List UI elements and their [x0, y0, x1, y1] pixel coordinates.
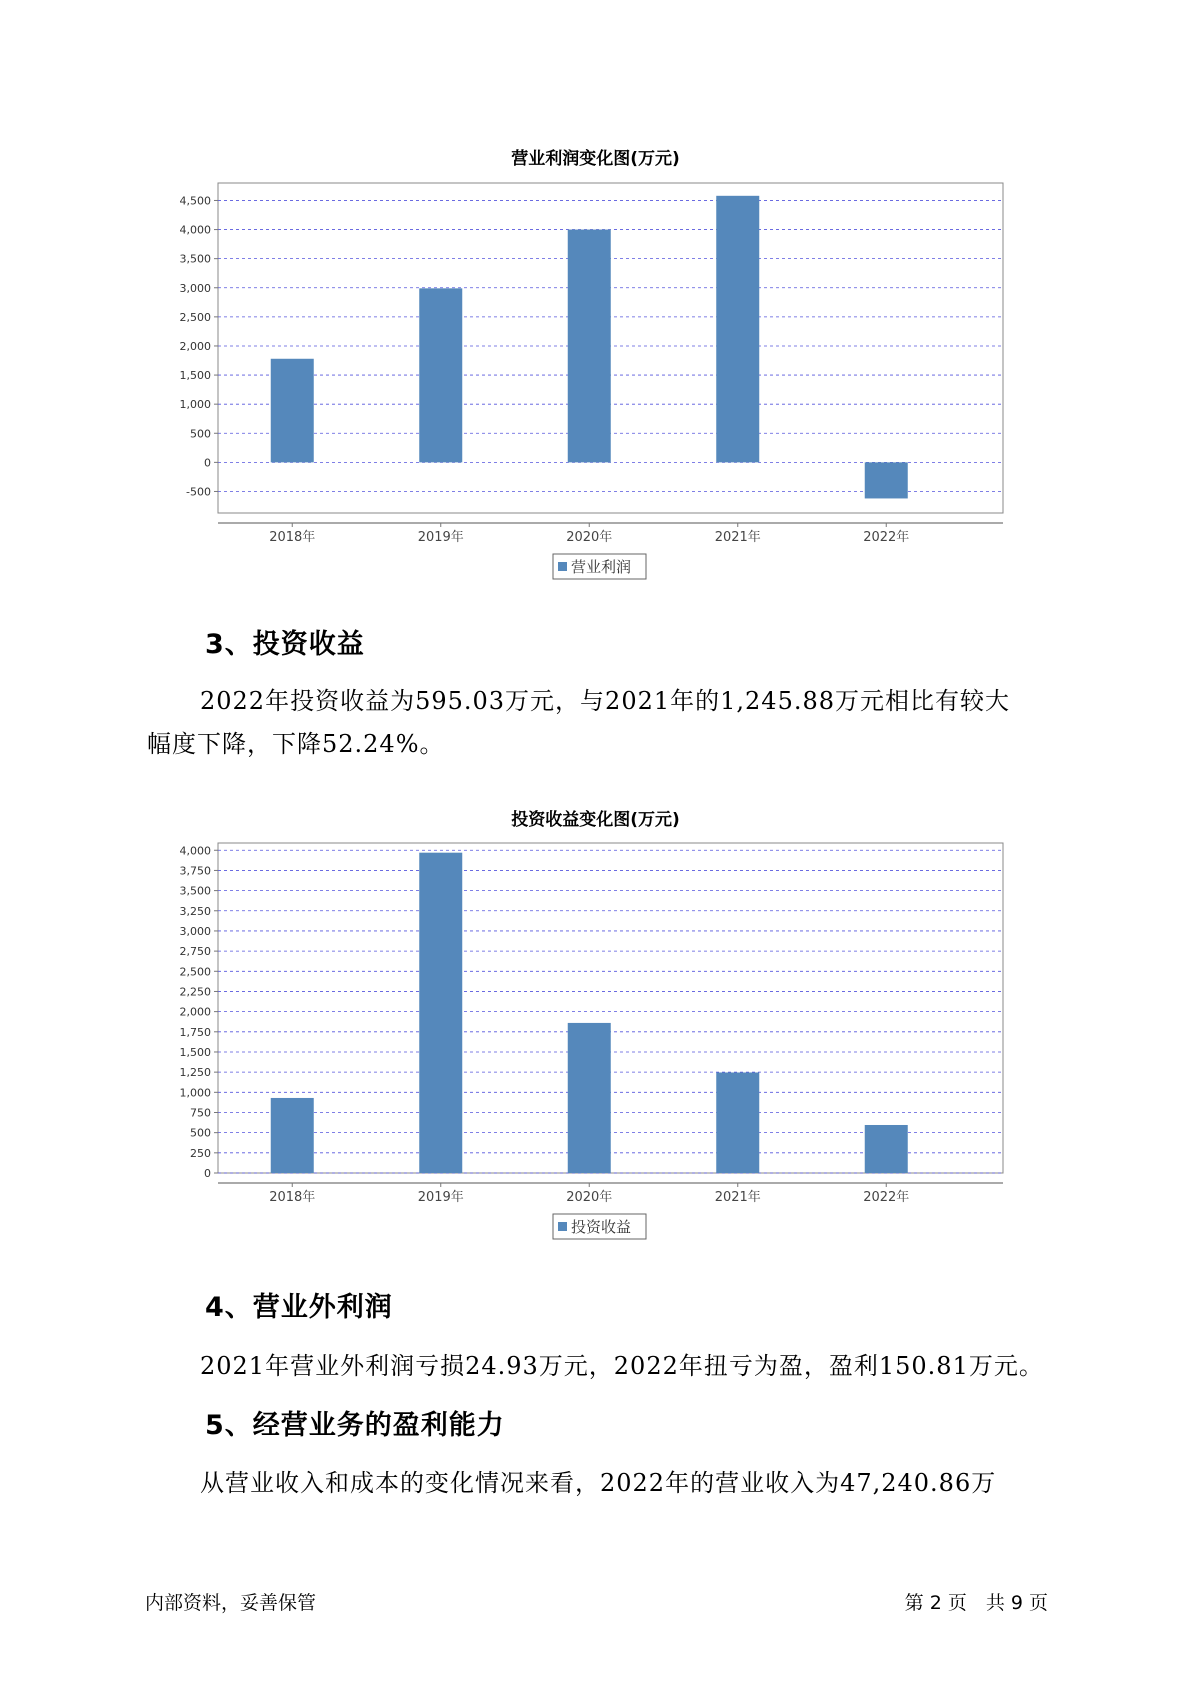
section-heading: 5、经营业务的盈利能力	[205, 1410, 505, 1441]
paragraph: 幅度下降，下降52.24%。	[147, 730, 445, 758]
y-tick-label: 250	[190, 1146, 211, 1160]
y-tick-label: 1,250	[179, 1066, 211, 1080]
legend	[553, 554, 646, 579]
y-tick-label: 3,250	[179, 904, 211, 918]
y-tick-label: 1,500	[179, 369, 211, 383]
x-tick-label: 2021年	[714, 530, 761, 545]
operating-profit-chart	[0, 175, 1191, 595]
paragraph: 从营业收入和成本的变化情况来看，2022年的营业收入为47,240.86万	[200, 1469, 997, 1497]
y-tick-label: 500	[190, 1126, 211, 1140]
bar	[716, 196, 759, 463]
bar	[568, 1023, 611, 1173]
y-tick-label: 4,500	[179, 194, 211, 208]
investment-income-chart	[0, 835, 1191, 1255]
x-tick-label: 2021年	[714, 1190, 761, 1205]
y-tick-label: 0	[204, 1167, 211, 1180]
legend-label: 营业利润	[571, 558, 632, 576]
section-heading: 3、投资收益	[205, 629, 365, 660]
y-tick-label: 1,750	[179, 1025, 211, 1039]
section-heading: 4、营业外利润	[205, 1292, 393, 1323]
y-tick-label: 2,750	[179, 945, 211, 959]
y-tick-label: 2,250	[179, 985, 211, 999]
y-tick-label: 3,000	[179, 924, 211, 938]
legend	[553, 1214, 646, 1239]
chart-title: 投资收益变化图(万元)	[511, 810, 680, 830]
bar	[271, 1098, 314, 1173]
x-tick-label: 2019年	[417, 1190, 464, 1205]
y-tick-label: 750	[190, 1106, 211, 1120]
bar	[419, 288, 462, 462]
bar	[568, 230, 611, 463]
paragraph: 2021年营业外利润亏损24.93万元，2022年扭亏为盈，盈利150.81万元。	[200, 1352, 1044, 1380]
bar	[865, 462, 908, 498]
y-tick-label: 3,500	[179, 252, 211, 266]
legend-swatch	[558, 1222, 567, 1231]
x-tick-label: 2019年	[417, 530, 464, 545]
y-tick-label: 1,000	[179, 398, 211, 412]
y-tick-label: 1,500	[179, 1045, 211, 1059]
legend-label: 投资收益	[571, 1218, 632, 1236]
y-tick-label: 4,000	[179, 223, 211, 237]
x-tick-label: 2020年	[566, 1190, 613, 1205]
bar	[419, 853, 462, 1173]
y-tick-label: 3,500	[179, 884, 211, 898]
y-tick-label: 2,500	[179, 965, 211, 979]
y-tick-label: 0	[204, 456, 211, 470]
x-tick-label: 2018年	[269, 530, 316, 545]
y-tick-label: 1,000	[179, 1086, 211, 1100]
legend-swatch	[558, 562, 567, 571]
x-tick-label: 2020年	[566, 530, 613, 545]
y-tick-label: 2,000	[179, 339, 211, 353]
y-tick-label: -500	[186, 485, 211, 499]
x-tick-label: 2022年	[863, 530, 910, 545]
y-tick-label: 4,000	[179, 844, 211, 858]
y-tick-label: 2,000	[179, 1005, 211, 1019]
y-tick-label: 2,500	[179, 310, 211, 324]
x-tick-label: 2022年	[863, 1190, 910, 1205]
chart-title: 营业利润变化图(万元)	[511, 149, 680, 169]
bar	[271, 359, 314, 463]
page-number: 第 2 页 共 9 页	[904, 1592, 1048, 1614]
y-tick-label: 3,750	[179, 864, 211, 878]
x-tick-label: 2018年	[269, 1190, 316, 1205]
bar	[716, 1072, 759, 1173]
y-tick-label: 3,000	[179, 281, 211, 295]
paragraph: 2022年投资收益为595.03万元，与2021年的1,245.88万元相比有较大	[200, 687, 1011, 715]
footer-confidential-note: 内部资料，妥善保管	[145, 1592, 317, 1614]
y-tick-label: 500	[190, 427, 211, 441]
bar	[865, 1125, 908, 1173]
